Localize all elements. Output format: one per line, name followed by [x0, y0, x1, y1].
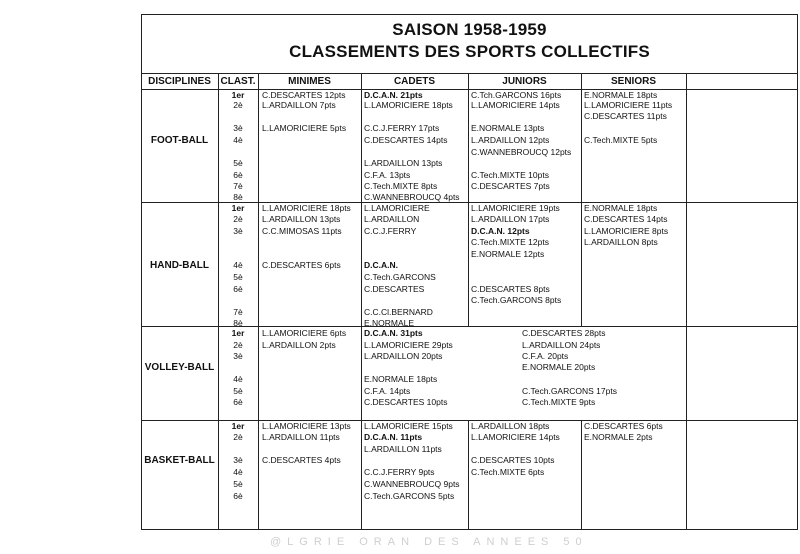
standing-entry: L.ARDAILLON 7pts — [262, 100, 336, 110]
standing-entry: C.DESCARTES 14pts — [584, 214, 668, 224]
standing-entry: C.C.MIMOSAS 11pts — [262, 226, 342, 236]
standing-entry: E.NORMALE 18pts — [364, 374, 438, 384]
standing-entry: L.LAMORICIERE 6pts — [262, 328, 347, 338]
rank-label: 5è — [233, 479, 243, 489]
column-divider — [581, 73, 582, 326]
discipline-label: HAND-BALL — [150, 260, 209, 271]
standing-entry: C.DESCARTES 14pts — [364, 135, 448, 145]
standing-entry: L.ARDAILLON 11pts — [364, 444, 442, 454]
standing-entry: L.ARDAILLON 13pts — [262, 214, 341, 224]
rank-label: 1er — [231, 203, 245, 213]
standing-entry: E.NORMALE 12pts — [471, 249, 545, 259]
rank-label: 5è — [233, 158, 243, 168]
header-disciplines: DISCIPLINES — [148, 76, 211, 87]
standing-entry: C.DESCARTES 4pts — [262, 455, 341, 465]
rank-label: 1er — [231, 90, 245, 100]
rank-label: 5è — [233, 386, 243, 396]
standing-entry: C.DESCARTES 6pts — [584, 421, 663, 431]
header-minimes: MINIMES — [288, 76, 331, 87]
standing-entry: C.F.A. 20pts — [522, 351, 569, 361]
standing-entry: C.Tech.GARCONS — [364, 272, 436, 282]
standing-entry: L.LAMORICIERE 15pts — [364, 421, 453, 431]
rank-label: 4è — [233, 260, 243, 270]
standing-entry: L.ARDAILLON 11pts — [262, 432, 340, 442]
standing-entry: E.NORMALE 18pts — [584, 90, 658, 100]
rank-label: 1er — [231, 328, 245, 338]
standing-entry: E.NORMALE 20pts — [522, 362, 596, 372]
standing-entry: C.DESCARTES 7pts — [471, 181, 550, 191]
standing-entry: L.LAMORICIERE — [364, 203, 430, 213]
standing-entry: L.ARDAILLON 2pts — [262, 340, 336, 350]
standing-entry: L.ARDAILLON 17pts — [471, 214, 550, 224]
standing-entry: L.ARDAILLON 12pts — [471, 135, 550, 145]
header-top-rule — [141, 73, 798, 74]
standing-entry: C.DESCARTES 10pts — [364, 397, 448, 407]
standing-entry: D.C.A.N. 31pts — [364, 328, 423, 338]
standing-entry: C.F.A. 13pts — [364, 170, 411, 180]
rank-label: 7è — [233, 181, 243, 191]
standing-entry: C.DESCARTES 10pts — [471, 455, 555, 465]
standing-entry: C.C.J.FERRY — [364, 226, 417, 236]
rank-label: 2è — [233, 214, 243, 224]
standing-entry: C.Tech.MIXTE 10pts — [471, 170, 549, 180]
standing-entry: C.Tech.MIXTE 9pts — [522, 397, 596, 407]
page-subtitle: CLASSEMENTS DES SPORTS COLLECTIFS — [289, 42, 650, 61]
rank-label: 5è — [233, 272, 243, 282]
discipline-label: FOOT-BALL — [150, 135, 209, 146]
column-divider — [258, 73, 259, 530]
standing-entry: L.ARDAILLON 13pts — [364, 158, 443, 168]
rank-label: 2è — [233, 432, 243, 442]
standing-entry: D.C.A.N. 21pts — [364, 90, 423, 100]
rank-label: 4è — [233, 467, 243, 477]
standing-entry: L.ARDAILLON 24pts — [522, 340, 601, 350]
watermark: @LGRIE ORAN DES ANNEES 50 — [270, 536, 588, 548]
standing-entry: L.ARDAILLON 20pts — [364, 351, 443, 361]
standing-entry: C.Tech.GARCONS 5pts — [364, 491, 455, 501]
rank-label: 2è — [233, 100, 243, 110]
header-juniors: JUNIORS — [502, 76, 547, 87]
standing-entry: L.LAMORICIERE 13pts — [262, 421, 351, 431]
rank-label: 6è — [233, 397, 243, 407]
rank-label: 8è — [233, 318, 243, 328]
standing-entry: L.LAMORICIERE 18pts — [364, 100, 453, 110]
rank-label: 8è — [233, 192, 243, 202]
column-divider — [468, 420, 469, 530]
standing-entry: C.Tech.MIXTE 8pts — [364, 181, 438, 191]
standing-entry: L.LAMORICIERE 5pts — [262, 123, 347, 133]
column-divider — [361, 73, 362, 530]
header-seniors: SENIORS — [610, 76, 656, 87]
standing-entry: L.ARDAILLON 8pts — [584, 237, 658, 247]
header-cadets: CADETS — [393, 76, 436, 87]
standing-entry: L.LAMORICIERE 18pts — [262, 203, 351, 213]
standing-entry: C.WANNEBROUCQ 9pts — [364, 479, 460, 489]
standing-entry: L.LAMORICIERE 14pts — [471, 432, 560, 442]
page-title: SAISON 1958-1959 — [392, 20, 547, 39]
standing-entry: L.LAMORICIERE 8pts — [584, 226, 669, 236]
rank-label: 6è — [233, 491, 243, 501]
discipline-label: VOLLEY-BALL — [144, 362, 215, 373]
rank-label: 4è — [233, 374, 243, 384]
standing-entry: C.Tech.MIXTE 6pts — [471, 467, 545, 477]
rank-label: 2è — [233, 340, 243, 350]
column-divider — [468, 73, 469, 326]
standing-entry: L.ARDAILLON — [364, 214, 420, 224]
standing-entry: C.Tech.GARCONS 17pts — [522, 386, 617, 396]
rank-label: 3è — [233, 455, 243, 465]
standing-entry: C.C.Cl.BERNARD — [364, 307, 433, 317]
standing-entry: L.LAMORICIERE 19pts — [471, 203, 560, 213]
standing-entry: E.NORMALE 18pts — [584, 203, 658, 213]
standing-entry: C.Tech.MIXTE 12pts — [471, 237, 549, 247]
rank-label: 1er — [231, 421, 245, 431]
standing-entry: C.DESCARTES 8pts — [471, 284, 550, 294]
standing-entry: C.Tech.MIXTE 5pts — [584, 135, 658, 145]
standing-entry: C.F.A. 14pts — [364, 386, 411, 396]
rank-label: 7è — [233, 307, 243, 317]
column-divider — [686, 73, 687, 530]
standing-entry: C.DESCARTES — [364, 284, 425, 294]
standing-entry: E.NORMALE 2pts — [584, 432, 653, 442]
column-divider — [581, 420, 582, 530]
standing-entry: D.C.A.N. — [364, 260, 398, 270]
rank-label: 3è — [233, 351, 243, 361]
discipline-label: BASKET-BALL — [144, 455, 215, 466]
standing-entry: L.LAMORICIERE 11pts — [584, 100, 673, 110]
rank-label: 6è — [233, 170, 243, 180]
standing-entry: C.DESCARTES 12pts — [262, 90, 346, 100]
rank-label: 3è — [233, 226, 243, 236]
header-clast: CLAST. — [220, 76, 256, 87]
standing-entry: E.NORMALE — [364, 318, 415, 328]
standing-entry: C.C.J.FERRY 17pts — [364, 123, 440, 133]
standing-entry: C.Tech.GARCONS 8pts — [471, 295, 562, 305]
standing-entry: C.DESCARTES 6pts — [262, 260, 341, 270]
rank-label: 4è — [233, 135, 243, 145]
standing-entry: E.NORMALE 13pts — [471, 123, 545, 133]
standing-entry: C.DESCARTES 28pts — [522, 328, 606, 338]
standing-entry: C.WANNEBROUCQ 12pts — [471, 147, 572, 157]
standing-entry: D.C.A.N. 12pts — [471, 226, 530, 236]
standing-entry: C.DESCARTES 11pts — [584, 111, 667, 121]
standing-entry: C.Tch.GARCONS 16pts — [471, 90, 562, 100]
rank-label: 6è — [233, 284, 243, 294]
standing-entry: D.C.A.N. 11pts — [364, 432, 423, 442]
standing-entry: L.LAMORICIERE 14pts — [471, 100, 560, 110]
standing-entry: C.WANNEBROUCQ 4pts — [364, 192, 460, 202]
standing-entry: L.ARDAILLON 18pts — [471, 421, 550, 431]
rank-label: 3è — [233, 123, 243, 133]
standing-entry: L.LAMORICIERE 29pts — [364, 340, 453, 350]
standing-entry: C.C.J.FERRY 9pts — [364, 467, 435, 477]
